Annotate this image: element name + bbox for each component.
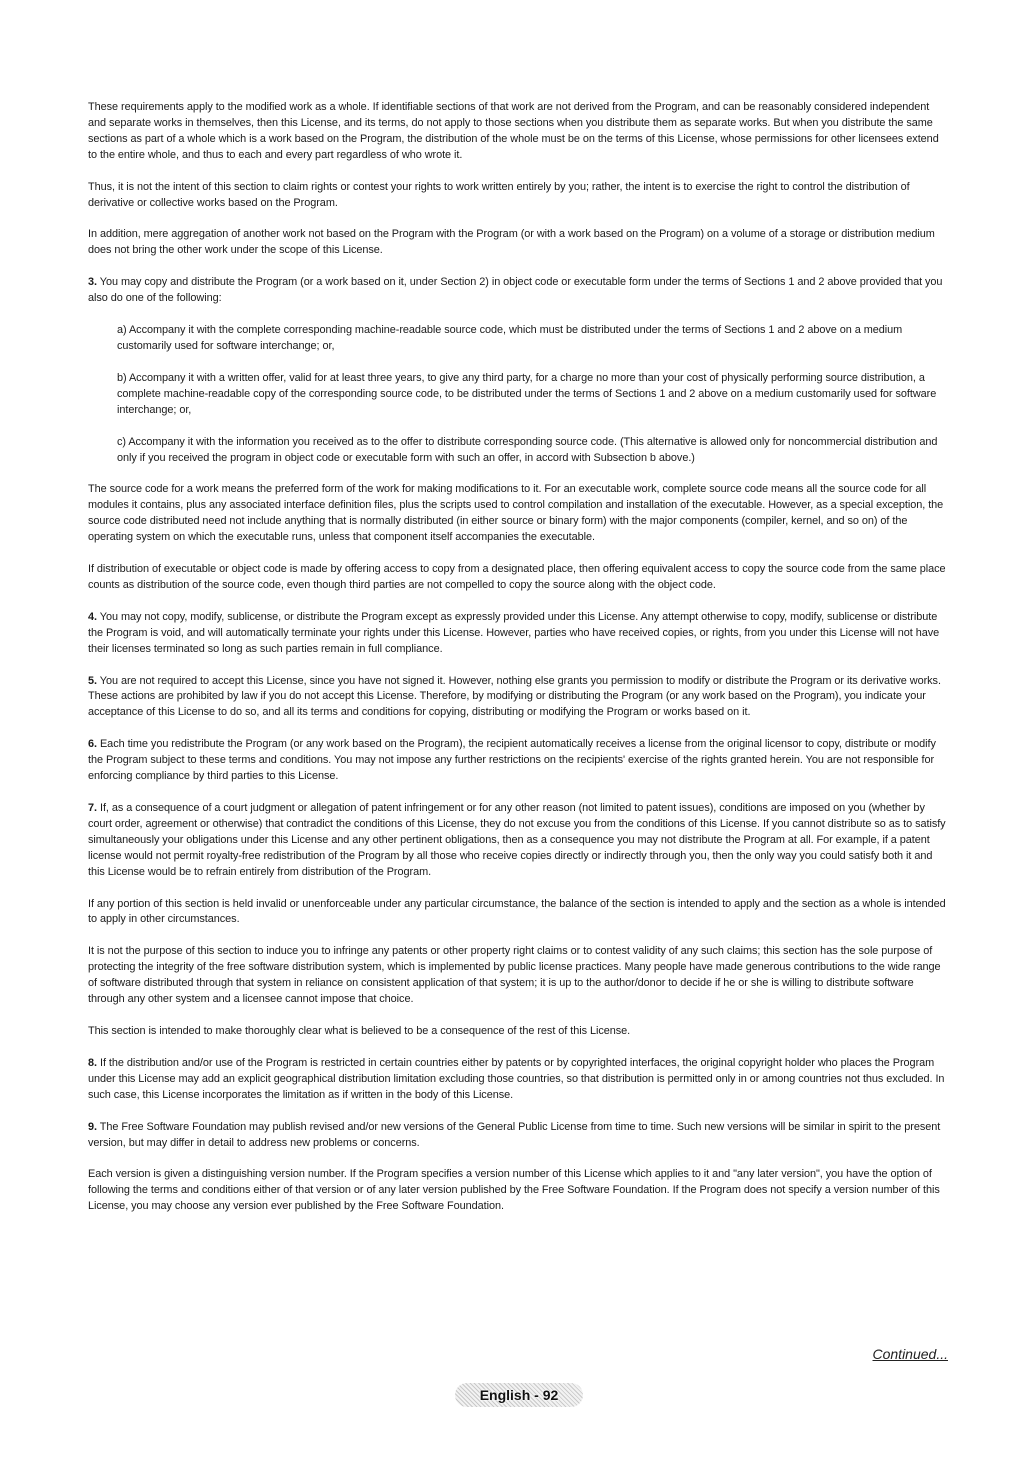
license-text-body xyxy=(88,100,950,1231)
paragraph-text: If any portion of this section is held invalid or unenforceable under any particular circumstance, the balance of the section is intended to apply and the section as a whole is intended to apply in other circumstances. xyxy=(88,897,946,926)
continued-label: Continued... xyxy=(872,1346,948,1362)
paragraph-text: You may not copy, modify, sublicense, or distribute the Program except as expressly provided under this License. Any attempt otherwise to copy, modify, sublicense or distribute the Program is void, and will automatically terminate your rights under this License. However, parties who have received copies, or rights, from you under this License will not have their licenses terminated so long as such parties remain in full compliance. xyxy=(88,610,940,655)
paragraph-text: Each time you redistribute the Program (or any work based on the Program), the recipient automatically receives a license from the original licensor to copy, distribute or modify the Program subject to these terms and conditions. You may not impose any further restrictions on the recipients' exercise of the rights granted herein. You are not responsible for enforcing compliance by third parties to this License. xyxy=(88,738,936,783)
section-number: 8. xyxy=(88,1056,97,1069)
license-paragraph xyxy=(88,1056,950,1104)
license-paragraph xyxy=(88,1120,950,1152)
section-number: 7. xyxy=(88,802,97,814)
section-number: 9. xyxy=(88,1120,97,1133)
page-number-label: English - 92 xyxy=(479,1387,559,1403)
license-paragraph xyxy=(88,897,950,929)
license-paragraph xyxy=(88,1167,950,1215)
license-paragraph xyxy=(88,275,950,307)
license-paragraph xyxy=(88,674,950,722)
license-paragraph xyxy=(88,180,950,212)
paragraph-text: If, as a consequence of a court judgment or allegation of patent infringement or for any other reason (not limited to patent issues), conditions are imposed on you (whether by court order, agreement or otherwise) that contradict the conditions of this License, they do not excuse you from the conditions of this License. If you cannot distribute so as to satisfy simultaneously your obligations under this License and any other pertinent obligations, then as a consequence you may not distribute the Program at all. For example, if a patent license would not permit royalty-free redistribution of the Program by all those who receive copies directly or indirectly through you, then the only way you could satisfy both it and this License would be to refrain entirely from distribution of the Program. xyxy=(88,802,946,878)
license-paragraph xyxy=(88,737,950,785)
paragraph-text: If the distribution and/or use of the Program is restricted in certain countries either by patents or by copyrighted interfaces, the original copyright holder who places the Program under this License may add an explicit geographical distribution limitation excluding those countries, so that distribution is permitted only in or among countries not thus excluded. In such case, this License incorporates the limitation as if written in the body of this License. xyxy=(88,1056,945,1101)
paragraph-text: In addition, mere aggregation of another work not based on the Program with the Program (or with a work based on the Program) on a volume of a storage or distribution medium does not bring the other work under the scope of this License. xyxy=(88,228,935,257)
section-number: 4. xyxy=(88,610,97,623)
paragraph-text: If distribution of executable or object code is made by offering access to copy from a designated place, then offering equivalent access to copy the source code from the same place counts as distribution of the source code, even though third parties are not compelled to copy the source along with the object code. xyxy=(88,563,946,591)
paragraph-text: It is not the purpose of this section to induce you to infringe any patents or other property right claims or to contest validity of any such claims; this section has the sole purpose of protecting the integrity of the free software distribution system, which is implemented by public license practices. Many people have made generous contributions to the wide range of software distributed through that system in reliance on consistent application of that system; it is up to the author/donor to decide if he or she is willing to distribute software through any other system and a licensee cannot impose that choice. xyxy=(88,945,941,1006)
license-paragraph xyxy=(117,371,950,419)
license-paragraph xyxy=(88,610,950,658)
paragraph-text: b) Accompany it with a written offer, valid for at least three years, to give any third party, for a charge no more than your cost of physically performing source distribution, a complete machine-readable copy of the corresponding source code, to be distributed under the terms of Sections 1 and 2 above on a medium customarily used for software interchange; or, xyxy=(117,371,937,416)
license-paragraph xyxy=(117,435,950,467)
paragraph-text: c) Accompany it with the information you received as to the offer to distribute corresponding source code. (This alternative is allowed only for noncommercial distribution and only if you received the program in object code or executable form with such an offer, in accord with Subsection b above.) xyxy=(117,435,938,464)
license-paragraph xyxy=(88,801,950,881)
license-paragraph xyxy=(117,323,950,355)
paragraph-text: Thus, it is not the intent of this section to claim rights or contest your rights to work written entirely by you; rather, the intent is to exercise the right to control the distribution of derivative or collective works based on the Program. xyxy=(88,180,910,209)
paragraph-text: a) Accompany it with the complete corresponding machine-readable source code, which must be distributed under the terms of Sections 1 and 2 above on a medium customarily used for software interchange; or, xyxy=(117,324,903,352)
license-paragraph xyxy=(88,562,950,594)
license-paragraph xyxy=(88,482,950,546)
license-paragraph xyxy=(88,1024,950,1040)
page-number-badge xyxy=(455,1383,583,1407)
section-number: 5. xyxy=(88,674,97,687)
section-number: 3. xyxy=(88,276,97,289)
paragraph-text: Each version is given a distinguishing version number. If the Program specifies a version number of this License which applies to it and "any later version", you have the option of following the terms and conditions either of that version or of any later version published by the Free Software Foundation. If the Program does not specify a version number of this License, you may choose any version ever published by the Free Software Foundation. xyxy=(88,1168,940,1213)
paragraph-text: The Free Software Foundation may publish revised and/or new versions of the General Public License from time to time. Such new versions will be similar in spirit to the present version, but may differ in detail to address new problems or concerns. xyxy=(88,1120,941,1149)
paragraph-text: This section is intended to make thoroughly clear what is believed to be a consequence of the rest of this License. xyxy=(88,1024,631,1037)
paragraph-text: You may copy and distribute the Program (or a work based on it, under Section 2) in object code or executable form under the terms of Sections 1 and 2 above provided that you also do one of the following: xyxy=(88,276,943,305)
paragraph-text: You are not required to accept this License, since you have not signed it. However, nothing else grants you permission to modify or distribute the Program or its derivative works. These actions are prohibited by law if you do not accept this License. Therefore, by modifying or distributing the Program (or any work based on the Program), you indicate your acceptance of this License to do so, and all its terms and conditions for copying, distributing or modifying the Program or works based on it. xyxy=(88,674,941,719)
paragraph-text: The source code for a work means the preferred form of the work for making modifications to it. For an executable work, complete source code means all the source code for all modules it contains, plus any associated interface definition files, plus the scripts used to control compilation and installation of the executable. However, as a special exception, the source code distributed need not include anything that is normally distributed (in either source or binary form) with the major components (compiler, kernel, and so on) of the operating system on which the executable runs, unless that component itself accompanies the executable. xyxy=(88,483,944,544)
license-paragraph xyxy=(88,227,950,259)
license-paragraph xyxy=(88,944,950,1008)
paragraph-text: These requirements apply to the modified work as a whole. If identifiable sections of that work are not derived from the Program, and can be reasonably considered independent and separate works in themselves, then this License, and its terms, do not apply to those sections when you distribute them as separate works. But when you distribute the same sections as part of a whole which is a work based on the Program, the distribution of the whole must be on the terms of this License, whose permissions for other licensees extend to the entire whole, and thus to each and every part regardless of who wrote it. xyxy=(88,101,939,161)
license-paragraph xyxy=(88,100,950,164)
section-number: 6. xyxy=(88,738,97,751)
